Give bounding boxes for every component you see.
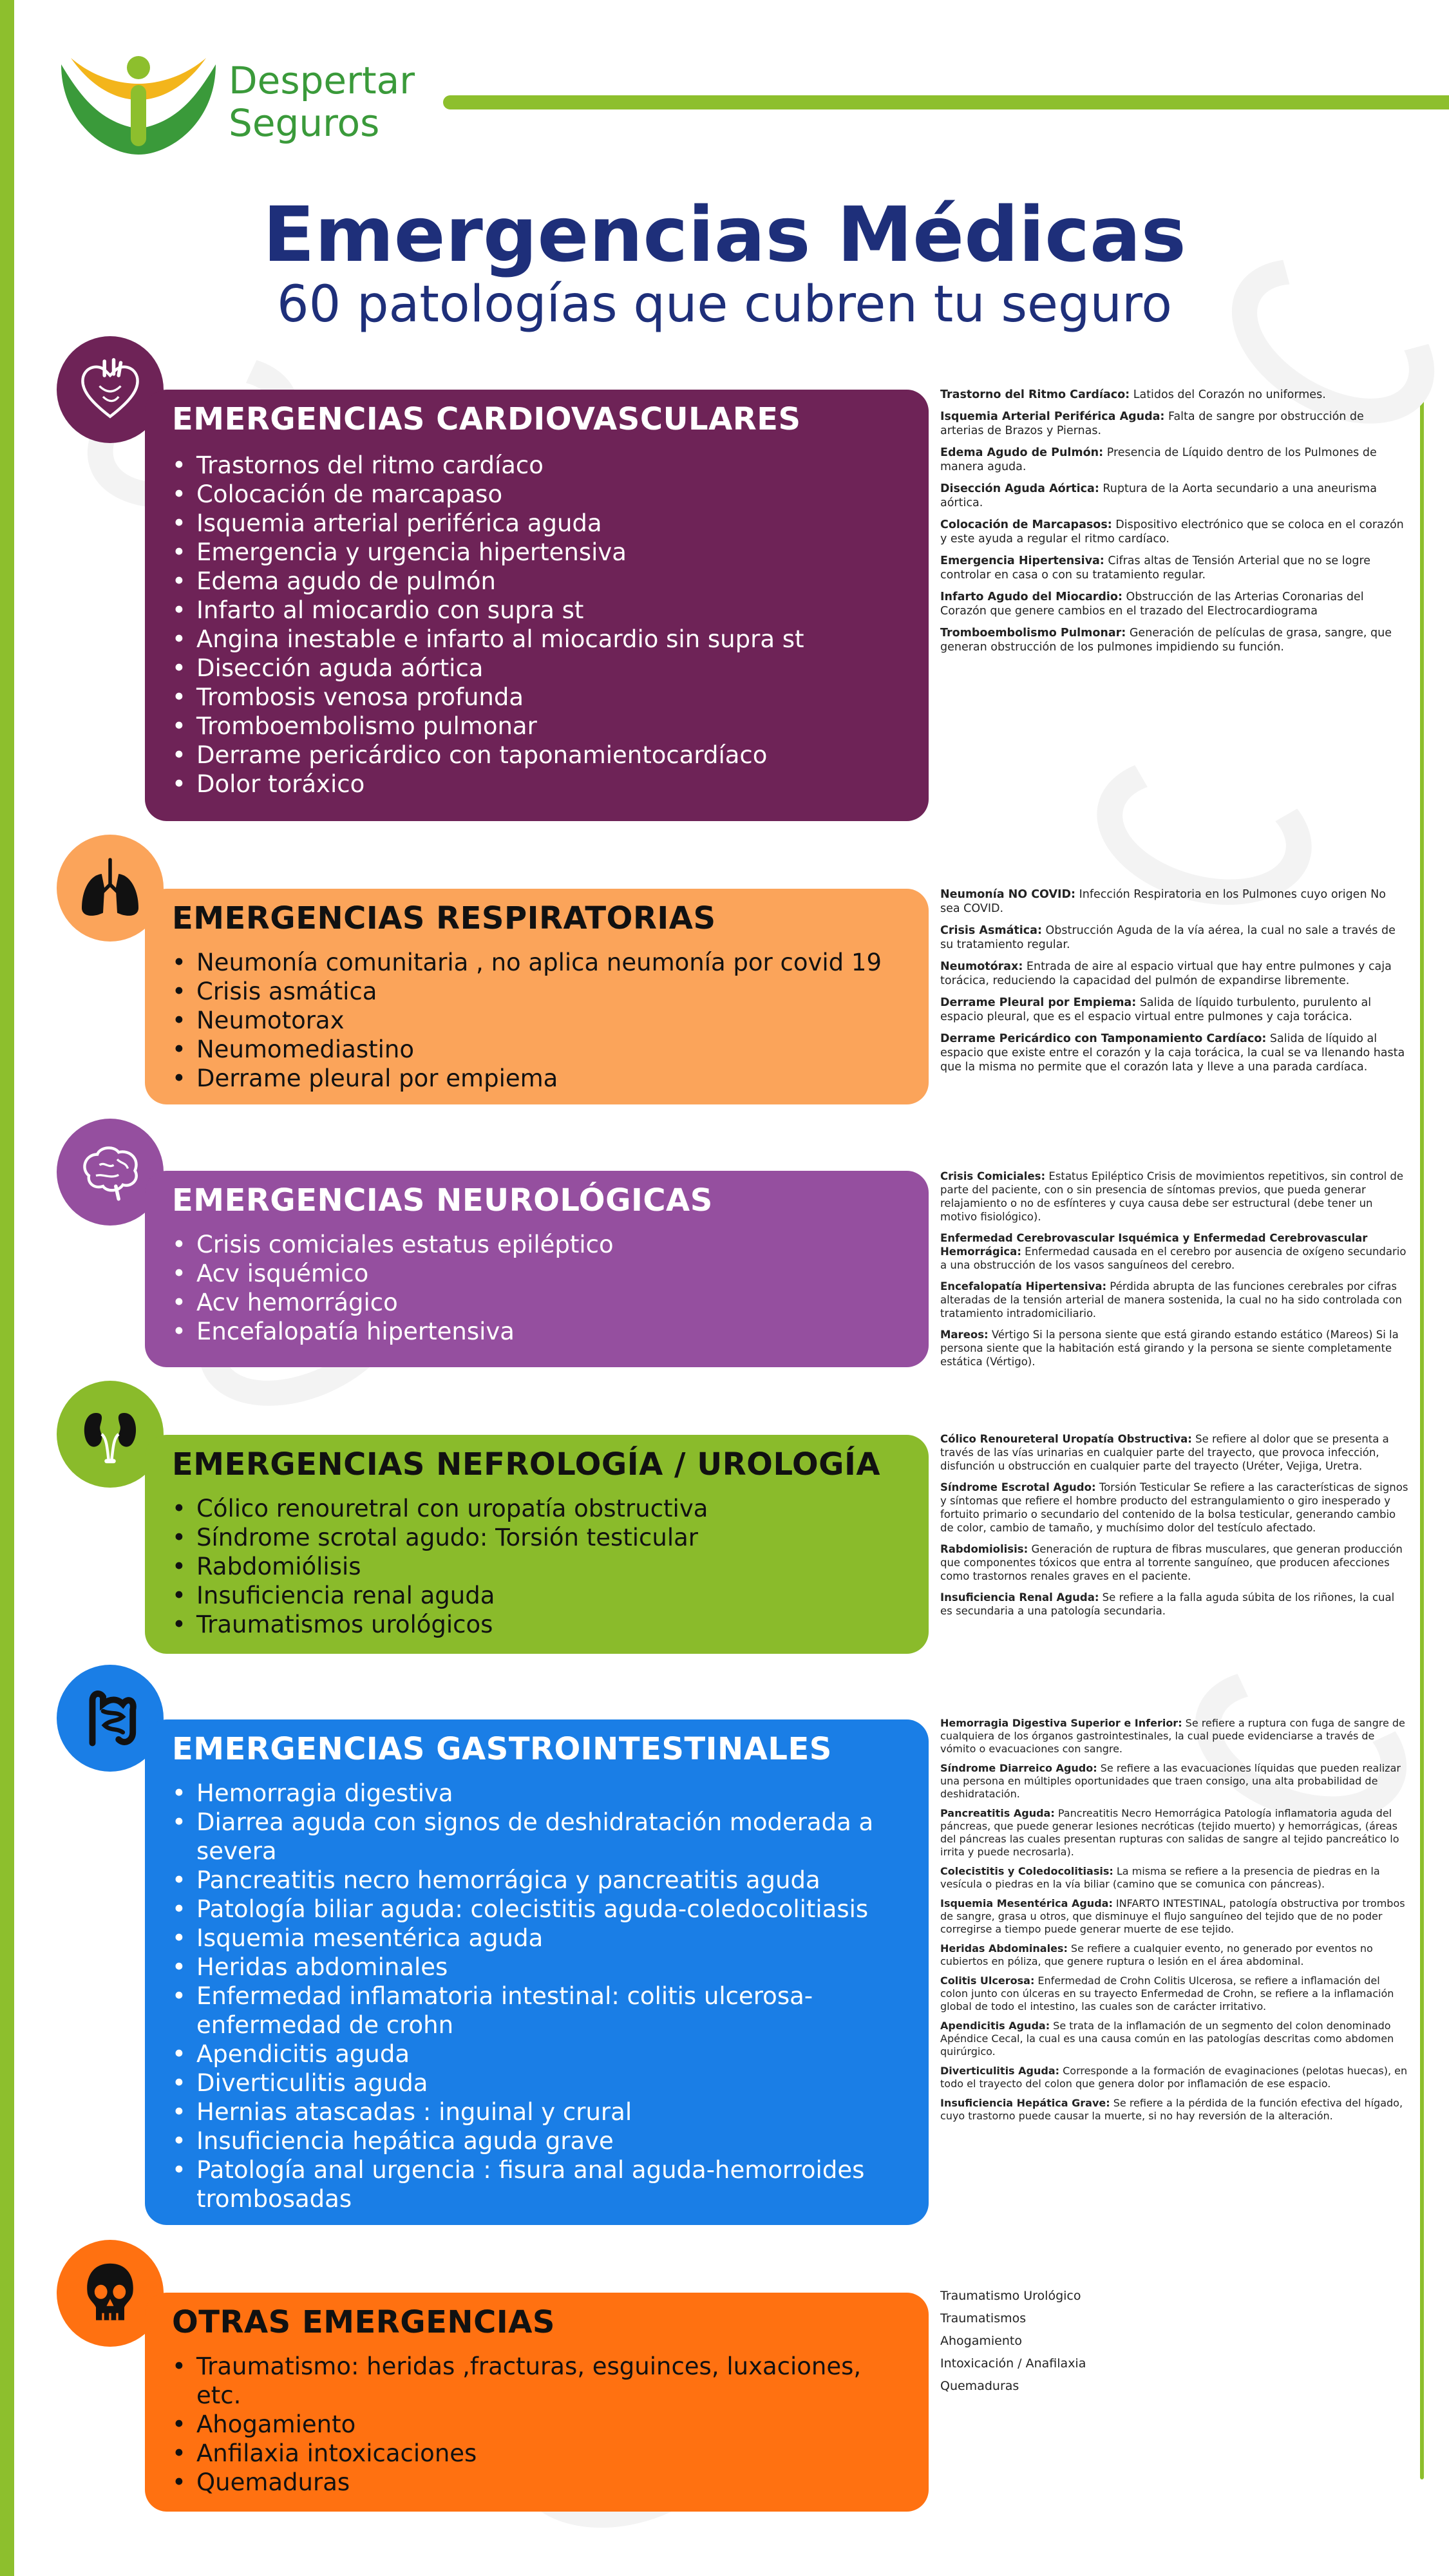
list-item: • Angina inestable e infarto al miocardio sin supra st bbox=[172, 625, 903, 654]
list-item: • Insuficiencia hepática aguda grave bbox=[172, 2126, 903, 2155]
header-accent-line bbox=[443, 95, 1449, 109]
condition-list bbox=[172, 948, 903, 1093]
heart-icon bbox=[75, 354, 146, 425]
condition-list bbox=[172, 2352, 903, 2497]
description-item: Tromboembolismo Pulmonar: Generación de películas de grasa, sangre, que generan obstrucción de los pulmones impidiendo su función. bbox=[940, 627, 1392, 654]
resp-descriptions bbox=[940, 887, 1409, 1082]
description-item: Heridas Abdominales: Se refiere a cualquier evento, no generado por eventos no cubiertos en póliza, que genere ruptura o lesión en el área abdominal. bbox=[940, 1942, 1373, 1967]
list-item: • Edema agudo de pulmón bbox=[172, 567, 903, 596]
list-item: • Anfilaxia intoxicaciones bbox=[172, 2439, 903, 2468]
kidney-icon bbox=[75, 1399, 146, 1470]
list-item: • Insuficiencia renal aguda bbox=[172, 1581, 903, 1610]
list-item: • Isquemia arterial periférica aguda bbox=[172, 509, 903, 538]
description-item: Crisis Comiciales: Estatus Epiléptico Crisis de movimientos repetitivos, sin control de parte del paciente, con o sin presencia de síntomas previos, que pueda generar relajamiento o no de esfínteres y cuya causa debe ser estructural (debe tener un motivo fisiológico). bbox=[940, 1170, 1404, 1223]
section-nephrology-urology bbox=[145, 1435, 929, 1654]
description-item: Isquemia Mesentérica Aguda: INFARTO INTESTINAL, patología obstructiva por trombos de sangre, grasa u otros, que disminuye el flujo sanguíneo del tejido que de no poder corregirse a tiempo puede generar muerte de ese tejido. bbox=[940, 1897, 1405, 1935]
description-item: Emergencia Hipertensiva: Cifras altas de Tensión Arterial que no se logre controlar en casa o con su tratamiento regular. bbox=[940, 554, 1371, 582]
condition-list bbox=[172, 451, 903, 799]
section-other-emergencies bbox=[145, 2293, 929, 2512]
section-title: EMERGENCIAS NEUROLÓGICAS bbox=[172, 1182, 713, 1218]
section-title: EMERGENCIAS NEFROLOGÍA / UROLOGÍA bbox=[172, 1446, 881, 1482]
list-item: • Ahogamiento bbox=[172, 2410, 903, 2439]
list-item: • Isquemia mesentérica aguda bbox=[172, 1924, 903, 1953]
list-item: • Dolor toráxico bbox=[172, 770, 903, 799]
description-item: Quemaduras bbox=[940, 2379, 1019, 2393]
gastro-descriptions bbox=[940, 1717, 1409, 2129]
list-item: • Síndrome scrotal agudo: Torsión testicular bbox=[172, 1523, 903, 1552]
left-accent-bar bbox=[0, 0, 14, 2576]
otras-descriptions bbox=[940, 2285, 1409, 2398]
section-respiratory bbox=[145, 889, 929, 1104]
list-item: • Trombosis venosa profunda bbox=[172, 683, 903, 712]
condition-list bbox=[172, 1779, 903, 2213]
intestine-icon bbox=[75, 1683, 146, 1754]
description-item: Neumotórax: Entrada de aire al espacio virtual que hay entre pulmones y caja torácica, reduciendo la capacidad del pulmón de expandirse libremente. bbox=[940, 960, 1392, 987]
list-item: • Crisis asmática bbox=[172, 977, 903, 1006]
skull-icon bbox=[75, 2258, 146, 2329]
list-item: • Patología anal urgencia : fisura anal aguda-hemorroides trombosadas bbox=[172, 2155, 903, 2213]
list-item: • Patología biliar aguda: colecistitis aguda-coledocolitiasis bbox=[172, 1895, 903, 1924]
description-item: Infarto Agudo del Miocardio: Obstrucción de las Arterias Coronarias del Corazón que genere cambios en el trazado del Electrocardiograma bbox=[940, 591, 1364, 618]
list-item: • Neumotorax bbox=[172, 1006, 903, 1035]
description-item: Disección Aguda Aórtica: Ruptura de la Aorta secundario a una aneurisma aórtica. bbox=[940, 482, 1377, 509]
list-item: • Diverticulitis aguda bbox=[172, 2069, 903, 2098]
list-item: • Emergencia y urgencia hipertensiva bbox=[172, 538, 903, 567]
nefro-descriptions bbox=[940, 1432, 1409, 1625]
list-item: • Quemaduras bbox=[172, 2468, 903, 2497]
list-item: • Infarto al miocardio con supra st bbox=[172, 596, 903, 625]
list-item: • Colocación de marcapaso bbox=[172, 480, 903, 509]
section-gastrointestinal bbox=[145, 1719, 929, 2225]
list-item: • Trastornos del ritmo cardíaco bbox=[172, 451, 903, 480]
list-item: • Encefalopatía hipertensiva bbox=[172, 1317, 903, 1346]
list-item: • Tromboembolismo pulmonar bbox=[172, 712, 903, 741]
list-item: • Pancreatitis necro hemorrágica y pancreatitis aguda bbox=[172, 1866, 903, 1895]
description-item: Cólico Renoureteral Uropatía Obstructiva: Se refiere al dolor que se presenta a través de las vías urinarias en cualquier parte del trayecto, que provoca infección, disfunción u obstrucción en cualquier parte del trayecto (Uréter, Vejiga, Uretra. bbox=[940, 1433, 1389, 1472]
brand-logo[interactable] bbox=[55, 45, 428, 158]
list-item: • Apendicitis aguda bbox=[172, 2040, 903, 2069]
list-item: • Diarrea aguda con signos de deshidratación moderada a severa bbox=[172, 1808, 903, 1866]
description-item: Colocación de Marcapasos: Dispositivo electrónico que se coloca en el corazón y este ayuda a regular el ritmo cardíaco. bbox=[940, 518, 1404, 545]
description-item: Enfermedad Cerebrovascular Isquémica y Enfermedad Cerebrovascular Hemorrágica: Enfermedad causada en el cerebro por ausencia de oxígeno secundario a una obstrucción de los vasos sanguíneos del cerebro. bbox=[940, 1232, 1406, 1271]
description-item: Mareos: Vértigo Si la persona siente que está girando estando estático (Mareos) Si la persona siente que la habitación está girando y la persona se siente completamente estática (Vértigo). bbox=[940, 1329, 1399, 1368]
section-neurological bbox=[145, 1171, 929, 1367]
section-title: EMERGENCIAS RESPIRATORIAS bbox=[172, 900, 716, 936]
description-item: Traumatismos bbox=[940, 2311, 1027, 2325]
list-item: • Disección aguda aórtica bbox=[172, 654, 903, 683]
section-title: EMERGENCIAS GASTROINTESTINALES bbox=[172, 1731, 832, 1767]
list-item: • Cólico renouretral con uropatía obstructiva bbox=[172, 1494, 903, 1523]
description-item: Trastorno del Ritmo Cardíaco: Latidos del Corazón no uniformes. bbox=[940, 388, 1326, 401]
lungs-icon bbox=[75, 853, 146, 923]
description-item: Síndrome Diarreico Agudo: Se refiere a las evacuaciones líquidas que pueden realizar una persona en múltiples oportunidades que traen consigo, una alta probabilidad de deshidratación. bbox=[940, 1762, 1401, 1800]
list-item: • Hernias atascadas : inguinal y crural bbox=[172, 2098, 903, 2126]
condition-list bbox=[172, 1494, 903, 1639]
description-item: Neumonía NO COVID: Infección Respiratoria en los Pulmones cuyo origen No sea COVID. bbox=[940, 888, 1386, 915]
list-item: • Hemorragia digestiva bbox=[172, 1779, 903, 1808]
brain-icon bbox=[75, 1137, 146, 1208]
condition-list bbox=[172, 1230, 903, 1346]
description-item: Apendicitis Aguda: Se trata de la inflamación de un segmento del colon denominado Apéndice Cecal, la cual es una causa común en las patologías descritas como abdomen quirúrgico. bbox=[940, 2020, 1394, 2058]
cardio-descriptions bbox=[940, 388, 1409, 662]
page-subtitle: 60 patologías que cubren tu seguro bbox=[276, 276, 1173, 334]
description-item: Síndrome Escrotal Agudo: Torsión Testicular Se refiere a las características de signos y síntomas que refiere el hombre producto del estrangulamiento o giro inesperado y fortuito primario o secundario del contenido de la bolsa testicular, generando cambio de color, cambio de tamaño, y muchísimo dolor del testículo afectado. bbox=[940, 1481, 1408, 1534]
list-item: • Enfermedad inflamatoria intestinal: colitis ulcerosa-enfermedad de crohn bbox=[172, 1982, 903, 2040]
description-item: Insuficiencia Renal Aguda: Se refiere a la falla aguda súbita de los riñones, la cual es secundaria a una patología secundaria. bbox=[940, 1591, 1395, 1617]
section-title: EMERGENCIAS CARDIOVASCULARES bbox=[172, 401, 801, 437]
description-item: Isquemia Arterial Periférica Aguda: Falta de sangre por obstrucción de arterias de Brazos y Piernas. bbox=[940, 410, 1364, 437]
description-item: Encefalopatía Hipertensiva: Pérdida abrupta de las funciones cerebrales por cifras alteradas de la tensión arterial de manera sostenida, la cual no ha sido controlada con tratamiento intradomiciliario. bbox=[940, 1280, 1402, 1320]
description-item: Insuficiencia Hepática Grave: Se refiere a la pérdida de la función efectiva del hígado, cuyo trastorno puede causar la muerte, si no hay reversión de la alteración. bbox=[940, 2097, 1403, 2122]
list-item: • Acv hemorrágico bbox=[172, 1288, 903, 1317]
list-item: • Heridas abdominales bbox=[172, 1953, 903, 1982]
section-title: OTRAS EMERGENCIAS bbox=[172, 2304, 555, 2340]
list-item: • Acv isquémico bbox=[172, 1259, 903, 1288]
page-title: Emergencias Médicas bbox=[263, 190, 1186, 279]
section-cardiovascular bbox=[145, 390, 929, 821]
description-item: Edema Agudo de Pulmón: Presencia de Líquido dentro de los Pulmones de manera aguda. bbox=[940, 446, 1377, 473]
description-item: Colecistitis y Coledocolitiasis: La misma se refiere a la presencia de piedras en la vesícula o piedras en la vía biliar (camino que se comunica con páncreas). bbox=[940, 1865, 1380, 1890]
list-item: • Neumomediastino bbox=[172, 1035, 903, 1064]
description-item: Derrame Pleural por Empiema: Salida de líquido turbulento, purulento al espacio pleural, que es el espacio virtual entre pulmones y caja torácica. bbox=[940, 996, 1372, 1023]
brand-name bbox=[229, 59, 415, 144]
description-item: Hemorragia Digestiva Superior e Inferior: Se refiere a ruptura con fuga de sangre de cualquiera de los órganos gastrointestinales, la cual puede evidenciarse a través de vómito o evacuaciones con sangre. bbox=[940, 1717, 1405, 1755]
list-item: • Derrame pericárdico con taponamientocardíaco bbox=[172, 741, 903, 770]
list-item: • Neumonía comunitaria , no aplica neumonía por covid 19 bbox=[172, 948, 903, 977]
description-item: Diverticulitis Aguda: Corresponde a la formación de evaginaciones (pelotas huecas), en todo el trayecto del colon que genera dolor por inflamación de ese espacio. bbox=[940, 2065, 1408, 2090]
description-item: Intoxicación / Anafilaxia bbox=[940, 2356, 1086, 2371]
description-item: Pancreatitis Aguda: Pancreatitis Necro Hemorrágica Patología inflamatoria aguda del páncreas, que puede generar lesiones necróticas (tejido muerto) y hemorrágicas, (áreas del páncreas las cuales presentan rupturas con salidas de sangre al tejido pancreático lo irrita y puede necrosarla). bbox=[940, 1807, 1399, 1858]
description-item: Ahogamiento bbox=[940, 2334, 1022, 2348]
description-item: Rabdomiolisis: Generación de ruptura de fibras musculares, que generan producción que componentes tóxicos que entra al torrente sanguíneo, que producen afecciones como trastornos renales graves en el paciente. bbox=[940, 1543, 1403, 1582]
list-item: • Derrame pleural por empiema bbox=[172, 1064, 903, 1093]
brand-name-line1: Despertar bbox=[229, 59, 415, 102]
description-item: Derrame Pericárdico con Tamponamiento Cardíaco: Salida de líquido al espacio que existe entre el corazón y la caja torácica, la cual se va llenando hasta que la misma no permite que el corazón lata y lleve a una parada cardíaca. bbox=[940, 1032, 1405, 1074]
right-accent-line bbox=[1420, 386, 1424, 2479]
list-item: • Rabdomiólisis bbox=[172, 1552, 903, 1581]
neuro-descriptions bbox=[940, 1170, 1409, 1376]
logo-mark-icon bbox=[55, 45, 222, 158]
description-item: Crisis Asmática: Obstrucción Aguda de la vía aérea, la cual no sale a través de su tratamiento regular. bbox=[940, 924, 1396, 951]
description-item: Traumatismo Urológico bbox=[940, 2289, 1081, 2303]
list-item: • Traumatismos urológicos bbox=[172, 1610, 903, 1639]
list-item: • Traumatismo: heridas ,fracturas, esguinces, luxaciones, etc. bbox=[172, 2352, 903, 2410]
list-item: • Crisis comiciales estatus epiléptico bbox=[172, 1230, 903, 1259]
description-item: Colitis Ulcerosa: Enfermedad de Crohn Colitis Ulcerosa, se refiere a inflamación del colon junto con úlceras en su trayecto Enfermedad de Crohn, se refiere a la inflamación global de todo el intestino, las cuales son de carácter irritativo. bbox=[940, 1975, 1394, 2012]
brand-name-line2: Seguros bbox=[229, 101, 380, 145]
